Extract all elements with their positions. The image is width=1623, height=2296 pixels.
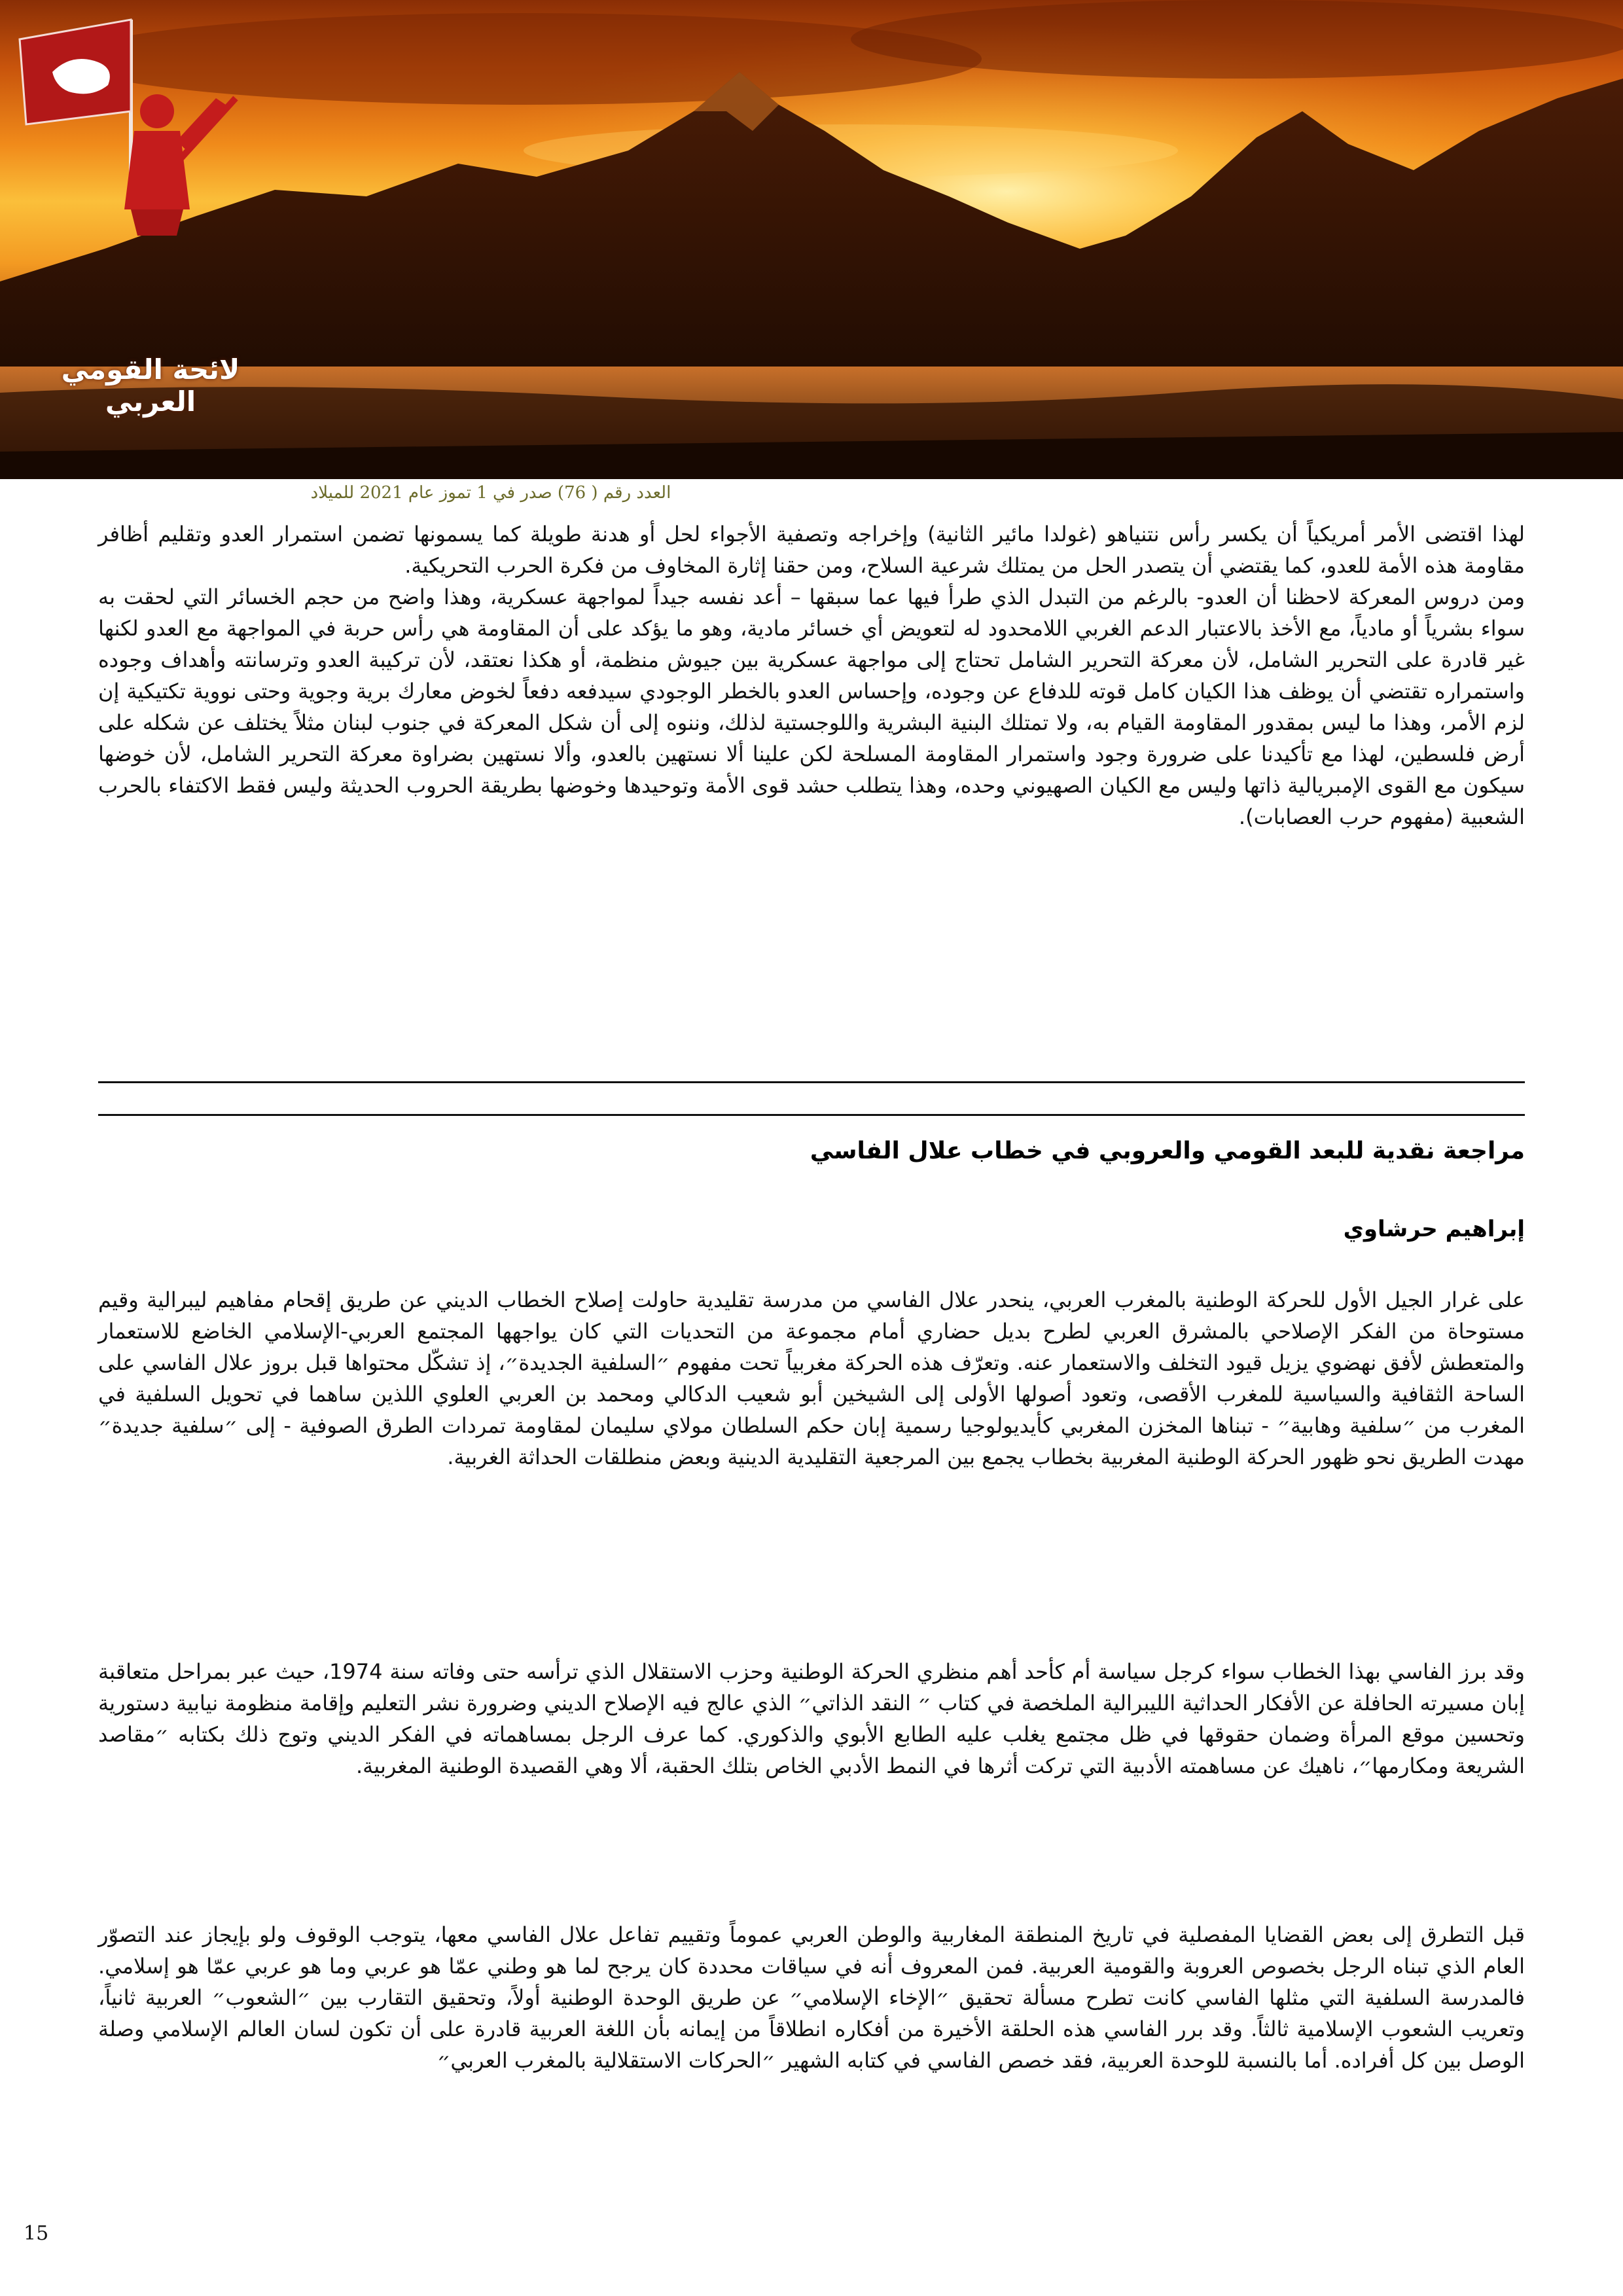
- page-number: 15: [24, 2222, 49, 2245]
- article-paragraph-2: وقد برز الفاسي بهذا الخطاب سواء كرجل سياسة أم كأحد أهم منظري الحركة الوطنية وحزب الاستقلال الذي ترأسه حتى وفاته سنة 1974، حيث عبر بمراحل متعاقبة إبان مسيرته الحافلة عن الأفكار الحداثية الليبرالية الملخصة في كتاب ״ النقد الذاتي״ الذي عالج فيه الإصلاح الديني وضرورة نشر التعليم وإقامة منظومة نيابية دستورية وتحسين موقع المرأة وضمان حقوقها في ظل مجتمع يغلب عليه الطابع الأبوي والذكوري. كما عرف الرجل بمساهماته في الفكر الديني وتوج ذلك بكتابه ״مقاصد الشريعة ومكارمها״، ناهيك عن مساهمته الأدبية التي تركت أثرها في النمط الأدبي الخاص بتلك الحقبة، ألا وهي القصيدة الوطنية المغربية.: [98, 1659, 1525, 1778]
- divider-bottom: [98, 1114, 1525, 1116]
- article-body-2: [98, 1656, 1525, 1782]
- logo-text: لائحة القومي العربي: [61, 353, 240, 418]
- issue-info: العدد رقم ( 76) صدر في 1 تموز عام 2021 للميلاد: [310, 483, 671, 503]
- intro-paragraph-1: لهذا اقتضى الأمر أمريكياً أن يكسر رأس نتنياهو (غولدا مائير الثانية) وإخراجه وتصفية الأجواء لحل أو هدنة طويلة كما يسمونها تضمن استمرار العدو وتقليم أظافر مقاومة هذه الأمة للعدو، كما يقتضي أن يتصدر الحل من يمتلك شرعية السلاح، ومن حقنا إثارة المخاوف من فكرة الحرب التحريكية.: [98, 522, 1525, 578]
- article-body-3: [98, 1919, 1525, 2076]
- article-title: مراجعة نقدية للبعد القومي والعروبي في خطاب علال الفاسي: [810, 1138, 1525, 1164]
- header-banner: [0, 0, 1623, 479]
- intro-text: [98, 518, 1525, 833]
- article-body-1: [98, 1284, 1525, 1473]
- divider-top: [98, 1081, 1525, 1083]
- article-author: إبراهيم حرشاوي: [1343, 1216, 1525, 1242]
- article-paragraph-3: قبل التطرق إلى بعض القضايا المفصلية في تاريخ المنطقة المغاربية والوطن العربي عموماً وتقييم تفاعل علال الفاسي معها، يتوجب الوقوف ولو بإيجاز عند التصوّر العام الذي تبناه الرجل بخصوص العروبة والقومية العربية. فمن المعروف أنه في سياقات محددة كان يرجح لما هو وطني عمّا هو عربي وما هو عربي عمّا هو إسلامي. فالمدرسة السلفية التي مثلها الفاسي كانت تطرح مسألة تحقيق ״الإخاء الإسلامي״ عن طريق الوحدة الوطنية أولاً، وتحقيق التقارب بين ״الشعوب״ العربية ثانياً، وتعريب الشعوب الإسلامية ثالثاً. وقد برر الفاسي هذه الحلقة الأخيرة من أفكاره انطلاقاً من إيمانه بأن اللغة العربية قادرة على أن تكون لسان العالم الإسلامي وصلة الوصل بين كل أفراده. أما بالنسبة للوحدة العربية، فقد خصص الفاسي في كتابه الشهير ״الحركات الاستقلالية بالمغرب العربي״: [98, 1922, 1525, 2073]
- organization-logo: [0, 0, 281, 262]
- intro-paragraph-2: ومن دروس المعركة لاحظنا أن العدو- بالرغم من التبدل الذي طرأ فيها عما سبقها – أعد نفسه جيداً لمواجهة عسكرية، وهذا واضح من حجم الخسائر التي لحقت به سواء بشرياً أو مادياً، مع الأخذ بالاعتبار الدعم الغربي اللامحدود له لتعويض أي خسائر مادية، وهو ما يؤكد على أن المقاومة هي رأس حربة في المواجهة مع العدو لكنها غير قادرة على التحرير الشامل، لأن معركة التحرير الشامل تحتاج إلى مواجهة عسكرية بين جيوش منظمة، أو هكذا نعتقد، لأن تركيبة العدو وترسانته وأهداف وجوده واستمراره تقتضي أن يوظف هذا الكيان كامل قوته للدفاع عن وجوده، وإحساس العدو بالخطر الوجودي سيدفعه دفعاً لخوض معارك برية وجوية وحتى نووية تكتيكية إن لزم الأمر، وهذا ما ليس بمقدور المقاومة القيام به، ولا تمتلك البنية البشرية واللوجستية لذلك، وننوه إلى أن شكل المعركة في جنوب لبنان مثلاً يختلف عن شكله على أرض فلسطين، لهذا مع تأكيدنا على ضرورة وجود واستمرار المقاومة المسلحة لكن علينا ألا نستهين بالعدو، وألا نستهين بضراوة معركة التحرير الشامل، لأن خوضها سيكون مع القوى الإمبريالية ذاتها وليس مع الكيان الصهيوني وحده، وهذا يتطلب حشد قوى الأمة وتوحيدها وخوضها بطريقة الحروب الحديثة وليس فقط الاكتفاء بالحرب الشعبية (مفهوم حرب العصابات).: [98, 584, 1525, 829]
- article-paragraph-1: على غرار الجيل الأول للحركة الوطنية بالمغرب العربي، ينحدر علال الفاسي من مدرسة تقليدية حاولت إصلاح الخطاب الديني عن طريق إقحام مفاهيم ليبرالية وقيم مستوحاة من الفكر الإصلاحي بالمشرق العربي لطرح بديل حضاري أمام مجموعة من التحديات التي كان يواجهها المجتمع العربي-الإسلامي الخاضع للاستعمار والمتعطش لأفق نهضوي يزيل قيود التخلف والاستعمار عنه. وتعرّف هذه الحركة مغربياً تحت مفهوم ״السلفية الجديدة״، إذ تشكّل محتواها قبل بروز علال الفاسي على الساحة الثقافية والسياسية للمغرب الأقصى، وتعود أصولها الأولى إلى الشيخين أبو شعيب الدكالي ومحمد بن العربي العلوي اللذين ساهما في تحويل السلفية في المغرب من ״سلفية وهابية״ - تبناها المخزن المغربي كأيديولوجيا رسمية إبان حكم السلطان مولاي سليمان لمقاومة تمردات الطرق الصوفية - إلى ״سلفية جديدة״ مهدت الطريق نحو ظهور الحركة الوطنية المغربية بخطاب يجمع بين المرجعية التقليدية الدينية وبعض منطلقات الحداثة الغربية.: [98, 1287, 1525, 1469]
